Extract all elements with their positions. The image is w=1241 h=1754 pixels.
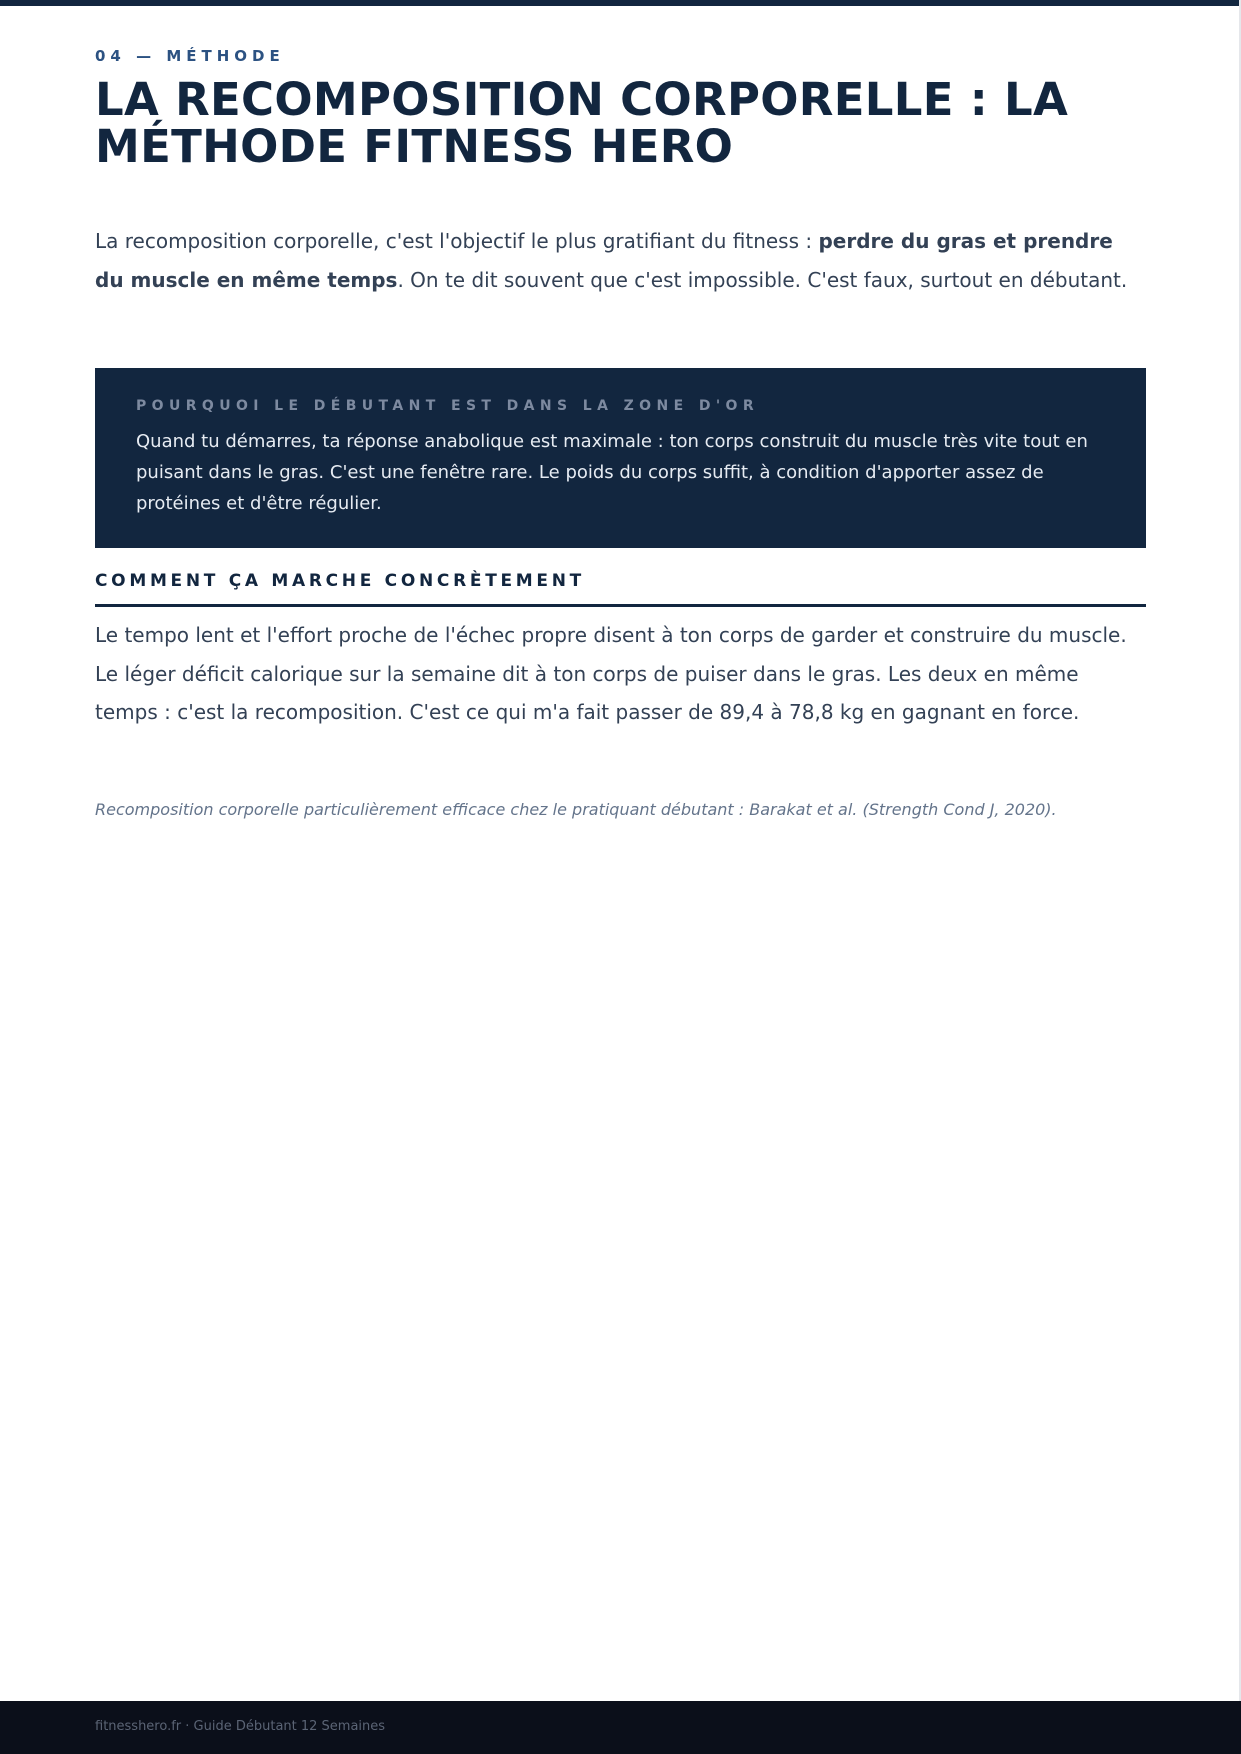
page-footer [0, 1701, 1241, 1754]
callout-label: POURQUOI LE DÉBUTANT EST DANS LA ZONE D'OR [136, 398, 760, 414]
top-accent-bar [0, 0, 1241, 6]
section-heading [95, 570, 1146, 607]
intro-text-end: . On te dit souvent que c'est impossible. C'est faux, surtout en débutant. [397, 267, 1128, 292]
callout-box [95, 368, 1146, 548]
footer-text: fitnesshero.fr · Guide Débutant 12 Semaines [95, 1719, 386, 1734]
intro-paragraph [95, 222, 1146, 299]
intro-text-emphasis: perdre du gras et prendre du muscle en même temps [95, 229, 1113, 292]
section-kicker: 04 — MÉTHODE [95, 47, 285, 65]
intro-text-start: La recomposition corporelle, c'est l'objectif le plus gratifiant du fitness : [95, 229, 819, 253]
callout-text: Quand tu démarres, ta réponse anabolique est maximale : ton corps construit du muscle très vite tout en puisant dans le gras. C'est une fenêtre rare. Le poids du corps suffit, à condition d'apporter assez de protéines et d'être régulier. [136, 431, 1088, 514]
page-title: LA RECOMPOSITION CORPORELLE : LA MÉTHODE FITNESS HERO [95, 73, 1069, 173]
citation-note: Recomposition corporelle particulièrement efficace chez le pratiquant débutant : Barakat et al. (Strength Cond J, 2020). [95, 800, 1057, 819]
section-heading-text: COMMENT ÇA MARCHE CONCRÈTEMENT [95, 571, 585, 591]
section-body-paragraph: Le tempo lent et l'effort proche de l'échec propre disent à ton corps de garder et construire du muscle. Le léger déficit calorique sur la semaine dit à ton corps de puiser dans le gras. Les deux en même temps : c'est la recomposition. C'est ce qui m'a fait passer de 89,4 à 78,8 kg en gagnant en force. [95, 623, 1127, 724]
